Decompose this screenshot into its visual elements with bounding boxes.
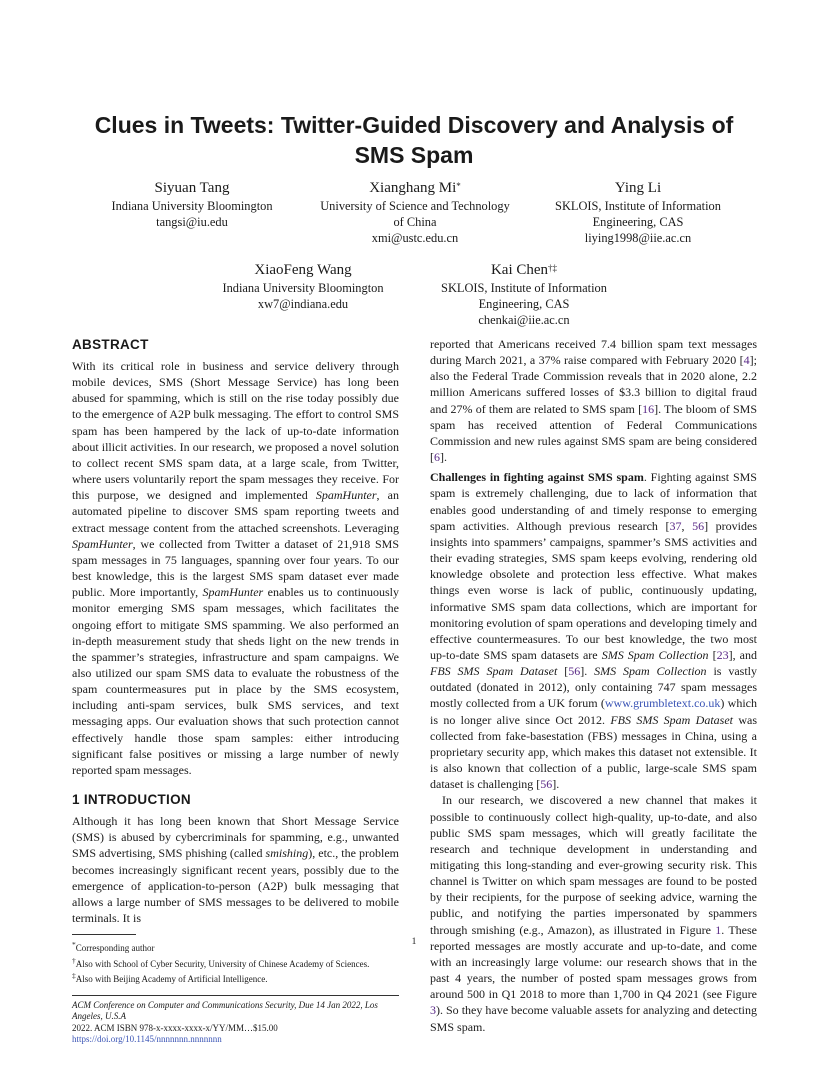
author-affiliation: Indiana University Bloomington bbox=[222, 281, 384, 295]
author-affiliation: of China bbox=[393, 215, 437, 229]
author-affiliation: Engineering, CAS bbox=[478, 297, 570, 311]
author-affiliation: SKLOIS, Institute of Information bbox=[441, 281, 607, 295]
author-affiliation: University of Science and Technology bbox=[320, 199, 510, 213]
author-mark: * bbox=[456, 181, 461, 191]
author-name: Kai Chen bbox=[490, 262, 549, 278]
right-column bbox=[430, 336, 757, 1035]
citation-link[interactable]: 6 bbox=[434, 450, 440, 465]
citation-link[interactable]: 56 bbox=[540, 777, 553, 792]
author-block bbox=[308, 178, 522, 246]
citation-link[interactable]: 4 bbox=[743, 353, 750, 368]
author-block bbox=[203, 260, 403, 312]
footnote: †Also with School of Cyber Security, University of Chinese Academy of Sciences. bbox=[72, 955, 370, 969]
challenges-run-in-heading: Challenges in fighting against SMS spam bbox=[430, 470, 644, 485]
introduction-heading: 1 INTRODUCTION bbox=[72, 792, 191, 808]
intro-paragraph: reported that Americans received 7.4 billion spam text messages during March 2021, a 37% raise compared with February 2020 [4]; also the Federal Trade Commission reveals that in 2020 alone, 2.2 million Americans suffered losses of $3.3 billion to digital fraud and 27% of them are related to SMS spam [16]. The bloom of SMS spam has received attention of Federal Communications Commission and new rules against SMS spam are being considered [6]. bbox=[430, 337, 757, 465]
author-name: Xianghang Mi bbox=[369, 180, 457, 196]
abstract-heading: ABSTRACT bbox=[72, 337, 149, 352]
doi-link[interactable]: https://doi.org/10.1145/nnnnnnn.nnnnnnn bbox=[72, 1034, 222, 1045]
author-name: Siyuan Tang bbox=[154, 180, 230, 196]
author-email: chenkai@iie.ac.cn bbox=[478, 313, 570, 327]
conference-info bbox=[72, 1000, 399, 1046]
page-number: 1 bbox=[411, 937, 417, 947]
author-mark: †‡ bbox=[548, 263, 558, 273]
citation-link[interactable]: 37 bbox=[669, 518, 682, 533]
author-block bbox=[92, 178, 292, 230]
footnote-divider bbox=[72, 934, 136, 935]
author-email: liying1998@iie.ac.cn bbox=[584, 231, 692, 245]
author-affiliation: Indiana University Bloomington bbox=[111, 199, 273, 213]
research-paragraph: In our research, we discovered a new channel that makes it possible to continuously collect high-quality, up-to-date, and also public SMS spam messages, which will greatly facilitate the research and technique development in understanding and mitigating this long-standing and ever-growing security risk. This channel is Twitter on which spam messages are found to be posted by their recipients, for the purpose of seeking advice, warning the public, and notifying the parties impersonated by spammers through smishing (e.g., Amazon), as illustrated in Figure 1. These reported messages are mostly accurate and up-to-date, and come with an increasingly large volume: our research shows that in the past 4 years, the number of posted spam messages grows from around 500 in Q1 2018 to more than 1,700 in Q4 2021 (see Figure 3). So they have become valuable assets for analyzing and detecting SMS spam. bbox=[430, 793, 757, 1034]
paper-title: Clues in Tweets: Twitter-Guided Discovery and Analysis of SMS Spam bbox=[94, 112, 734, 168]
author-name: Ying Li bbox=[614, 180, 662, 196]
grumbletext-link[interactable]: www.grumbletext.co.uk bbox=[604, 696, 721, 711]
author-email: xmi@ustc.edu.cn bbox=[371, 231, 459, 245]
abstract-text: With its critical role in business and service delivery through mobile devices, SMS (Short Message Service) has long been abused for spamming, which is still on the rise today possibly due to the emergence of A2P bulk messaging. The effort to control SMS spam has been hampered by the lack of up-to-date information about illicit activities. In our research, we proposed a novel solution to collect recent SMS spam data, at a large scale, from Twitter, where users voluntarily report the spam messages they receive. For this purpose, we designed and implemented SpamHunter, an automated pipeline to discover SMS spam reporting tweets and extract message content from the attached screenshots. Leveraging SpamHunter, we collected from Twitter a dataset of 21,918 SMS spam messages in 75 languages, spanning over four years. To our best knowledge, this is the largest SMS spam dataset ever made public. More importantly, SpamHunter enables us to continuously monitor emerging SMS spam messages, which facilitates the ongoing effort to mitigate SMS spamming. We also performed an in-depth measurement study that sheds light on the new trends in the spammer’s strategies, infrastructure and spam campaigns. We also utilized our spam SMS data to evaluate the robustness of the spam countermeasures put in place by the SMS ecosystem, including anti-spam services, bulk SMS services, and text messaging apps. Our evaluation shows that such protection cannot effectively handle those spam samples: either introducing significant false positives or missing a large number of newly reported spam messages. bbox=[72, 359, 400, 777]
conference-divider bbox=[72, 995, 399, 996]
challenges-paragraph: Challenges in fighting against SMS spam. Fighting against SMS spam is extremely challenging, due to lack of information that enables good understanding of and timely response to emerging spam activities. Although previous research [37, 56] provides insights into spammers’ campaigns, spammer’s SMS activities and their evading strategies, SMS spam keeps evolving, rendering old knowledge obsolete and protection less effective. What makes things even worse is lack of public, continuously updating, informative SMS spam data collections, which are important for monitoring evolution of spam operations and developing timely and effective countermeasures. To our best knowledge, the two most up-to-date SMS spam datasets are SMS Spam Collection [23], and FBS SMS Spam Dataset [56]. SMS Spam Collection is vastly outdated (donated in 2012), only containing 747 spam messages mostly collected from a UK forum (www.grumbletext.co.uk) which is no longer alive since Oct 2012. FBS SMS Spam Dataset was collected from fake-basestation (FBS) messages in China, using a proprietary security app, which makes this dataset not extensible. It is also known that collection of a public, large-scale SMS spam dataset is challenging [56]. bbox=[430, 470, 758, 792]
figure-link[interactable]: 3 bbox=[430, 1003, 436, 1018]
conference-venue: ACM Conference on Computer and Communications Security, Due 14 Jan 2022, Los Angeles, U.S.A bbox=[72, 999, 378, 1022]
author-affiliation: Engineering, CAS bbox=[592, 215, 684, 229]
author-email: tangsi@iu.edu bbox=[156, 215, 228, 229]
intro-text: Although it has long been known that Short Message Service (SMS) is abused by cybercriminals for spamming, e.g., unwanted SMS advertising, SMS phishing (called smishing), etc., the problem becomes increasingly significant recent years, possibly due to the emergence of application-to-person (A2P) bulk messaging that allows a large number of SMS messages to be delivered to mobile terminals. It is bbox=[72, 814, 399, 925]
citation-link[interactable]: 56 bbox=[692, 518, 705, 533]
author-name: XiaoFeng Wang bbox=[254, 262, 352, 278]
conference-isbn: 2022. ACM ISBN 978-x-xxxx-xxxx-x/YY/MM…$15.00 bbox=[72, 1022, 278, 1033]
author-block bbox=[538, 178, 738, 246]
citation-link[interactable]: 56 bbox=[568, 664, 581, 679]
author-block bbox=[424, 260, 624, 328]
figure-link[interactable]: 1 bbox=[715, 922, 722, 937]
citation-link[interactable]: 16 bbox=[642, 401, 655, 416]
citation-link[interactable]: 23 bbox=[716, 647, 729, 662]
footnote: *Corresponding author bbox=[72, 940, 155, 954]
author-affiliation: SKLOIS, Institute of Information bbox=[555, 199, 721, 213]
footnote: ‡Also with Beijing Academy of Artificial Intelligence. bbox=[72, 971, 268, 985]
author-email: xw7@indiana.edu bbox=[257, 297, 349, 311]
